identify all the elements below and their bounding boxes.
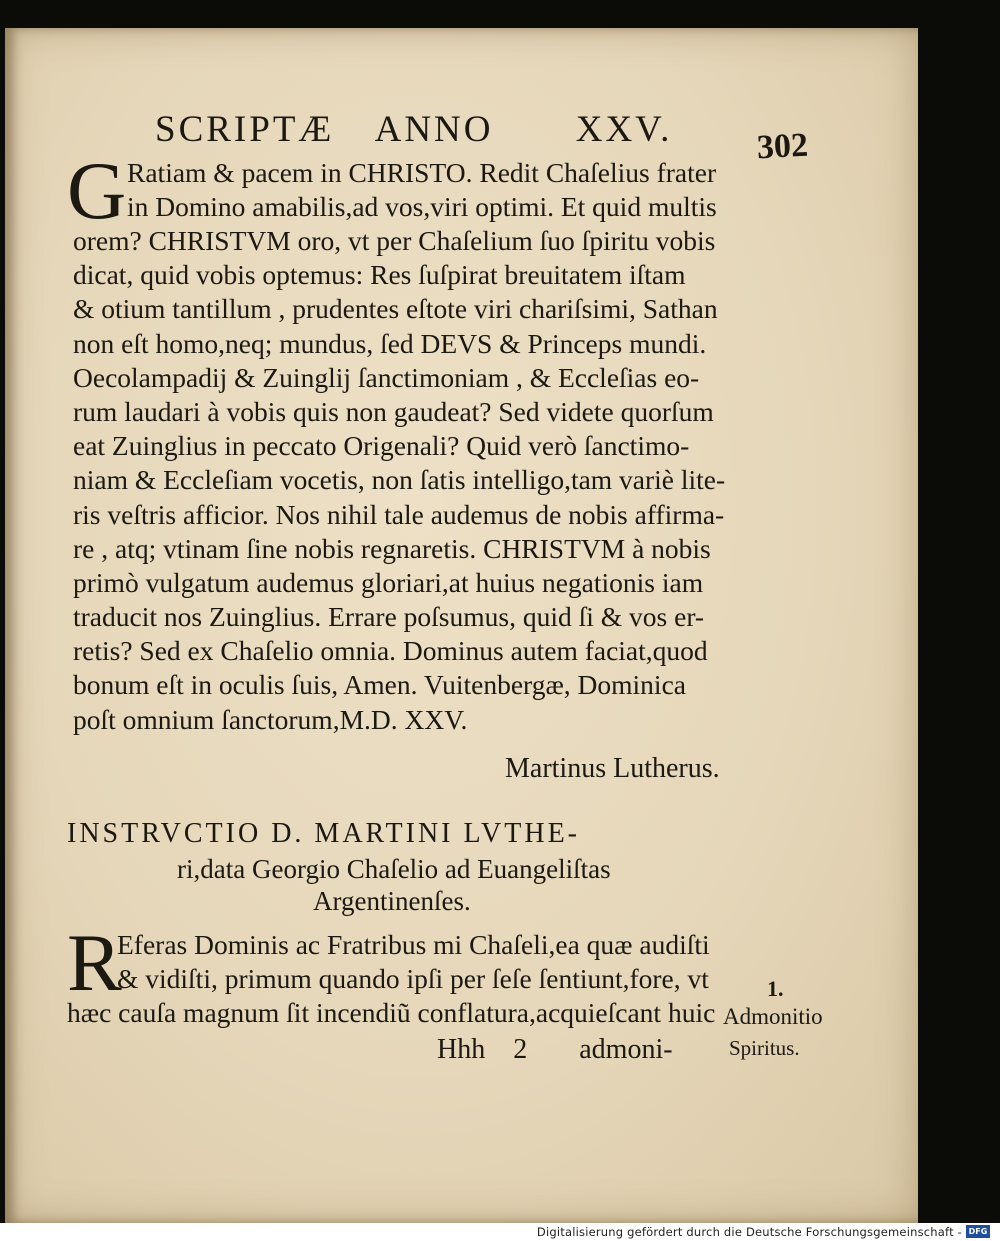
gathering-number: 2 <box>513 1034 528 1065</box>
page-number: 302 <box>756 126 809 167</box>
text-line: re , atq; vtinam ſine nobis regnaretis. CHRISTVM à nobis <box>73 532 711 564</box>
text-line: ris veſtris afficior. Nos nihil tale audemus de nobis affirma- <box>73 498 725 530</box>
text-line: Oecolampadij & Zuinglij ſanctimoniam , & Eccleſias eo- <box>73 361 700 393</box>
text-line: bonum eſt in oculis ſuis, Amen. Vuitenbergæ, Dominica <box>73 669 686 701</box>
text-line: retis? Sed ex Chaſelio omnia. Dominus autem faciat,quod <box>73 635 708 667</box>
letter-drop-capital: G <box>67 145 127 236</box>
text-line: dicat, quid vobis optemus: Res ſuſpirat breuitatem iſtam <box>73 259 686 291</box>
running-head-word: ANNO <box>374 109 494 150</box>
text-line: non eſt homo,neq; mundus, ſed DEVS & Princeps mundi. <box>73 327 707 359</box>
text-line: rum laudari à vobis quis non gaudeat? Sed videte quorſum <box>73 395 714 427</box>
text-line: orem? CHRISTVM oro, vt per Chaſelium ſuo ſpiritu vobis <box>73 225 716 256</box>
text-line: poſt omnium ſanctorum,M.D. XXV. <box>73 703 468 735</box>
instruction-title-line: ri,data Georgio Chaſelio ad Euangeliſtas <box>177 854 611 884</box>
text-line: & otium tantillum , prudentes eſtote viri chariſsimi, Sathan <box>73 293 718 325</box>
instruction-title-line: INSTRVCTIO D. MARTINI LVTHE- <box>67 818 581 849</box>
instruction-drop-capital: R <box>67 917 122 1008</box>
text-line: niam & Eccleſiam vocetis, non ſatis intelligo,tam variè lite- <box>73 464 726 496</box>
letter-opening-lines <box>127 156 717 224</box>
letter-signature: Martinus Lutherus. <box>505 753 720 784</box>
text-line: primò vulgatum audemus gloriari,at huius negationis iam <box>73 566 704 598</box>
text-line: hæc cauſa magnum ſit incendiũ conflatura,acquieſcant huic <box>67 997 716 1028</box>
text-line: in Domino amabilis,ad vos,viri optimi. Et quid multis <box>127 191 717 223</box>
catchword: admoni- <box>579 1034 673 1065</box>
signature-catchline <box>437 1034 673 1066</box>
text-line: Eferas Dominis ac Fratribus mi Chaſeli,ea quæ audiſti <box>117 929 710 960</box>
running-head-word: SCRIPTÆ <box>155 109 335 150</box>
margin-note: Admonitio <box>723 1004 823 1029</box>
text-line: & vidiſti, primum quando ipſi per ſeſe ſentiunt,fore, vt <box>117 963 709 995</box>
letter-body <box>73 224 725 737</box>
gathering-signature: Hhh <box>437 1034 486 1065</box>
book-page <box>5 28 918 1223</box>
funding-credit: Digitalisierung gefördert durch die Deutsche Forschungsgemeinschaft - <box>536 1225 962 1239</box>
margin-note-number: 1. <box>767 976 784 1001</box>
running-head <box>155 108 672 151</box>
footer-bar <box>0 1223 1000 1241</box>
text-line: traducit nos Zuinglius. Errare poſsumus, quid ſi & vos er- <box>73 601 705 633</box>
text-line: Ratiam & pacem in CHRISTO. Redit Chaſelius frater <box>127 157 717 188</box>
running-head-word: XXV. <box>575 109 673 150</box>
text-line: eat Zuinglius in peccato Origenali? Quid verò ſanctimo- <box>73 430 690 462</box>
margin-note: Spiritus. <box>729 1036 800 1060</box>
dfg-logo-icon: DFG <box>966 1225 990 1238</box>
instruction-title-line: Argentinenſes. <box>313 886 471 916</box>
instruction-opening-lines <box>117 928 710 996</box>
